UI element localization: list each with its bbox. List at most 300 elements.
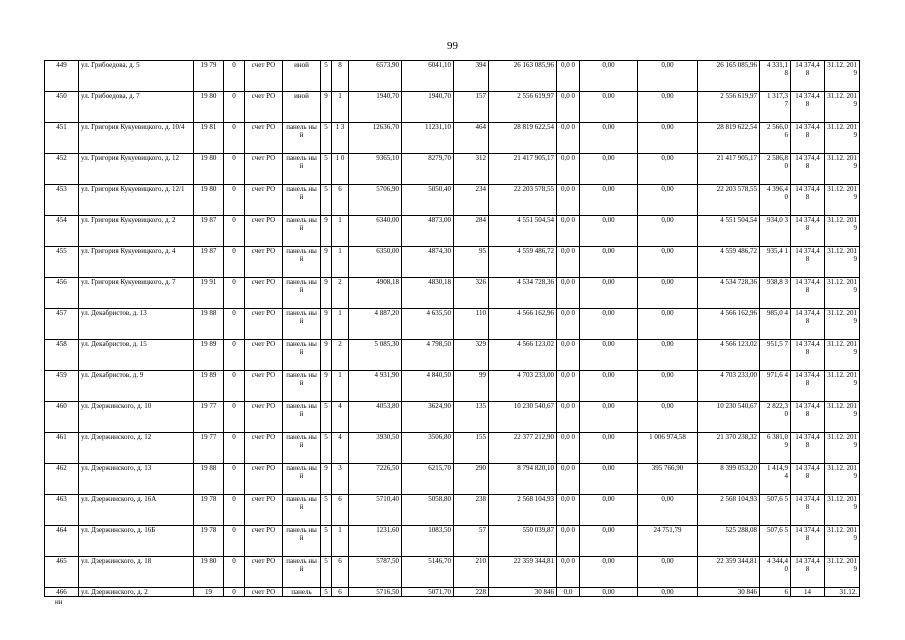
cell-fund-method: счет РО <box>245 216 283 247</box>
cell-cost-col-2: 0,00 <box>580 340 638 371</box>
cell-address: ул. Дзержинского, д. 12 <box>79 433 194 464</box>
cell-cost-col-1: 0,0 0 <box>557 278 580 309</box>
cell-address: ул. Дзержинского, д. 16Б <box>79 526 194 557</box>
cell-build-year: 19 78 <box>194 526 224 557</box>
cell-deadline-date: 31.12. 2019 <box>825 464 860 495</box>
cell-cost-col-2: 0,00 <box>580 588 638 597</box>
cell-cost-per-unit: 4 396,4 0 <box>760 185 791 216</box>
cell-cost-total: 4 534 728,36 <box>489 278 557 309</box>
cell-fund-method: счет РО <box>245 309 283 340</box>
cell-wall-type: панель ный <box>283 278 321 309</box>
cell-build-year: 19 80 <box>194 92 224 123</box>
cell-row-number: 459 <box>45 371 79 402</box>
cell-cost-total: 22 377 212,90 <box>489 433 557 464</box>
cell-zero-cell: 0 <box>224 588 245 597</box>
cell-address: ул. Дзержинского, д. 16А <box>79 495 194 526</box>
cell-living-area: 11231,10 <box>402 123 454 154</box>
cell-deadline-date: 31.12. 2019 <box>825 371 860 402</box>
cell-cost-col-4: 4 703 233,00 <box>698 371 760 402</box>
cell-cost-col-4: 30 846 <box>698 588 760 597</box>
cell-entrances: 4 <box>332 433 349 464</box>
cell-cost-limit: 14 374,4 8 <box>791 557 825 588</box>
cell-cost-per-unit: 2 586,8 0 <box>760 154 791 185</box>
cell-cost-col-1: 0,0 0 <box>557 123 580 154</box>
cell-floors: 5 <box>321 185 332 216</box>
cell-cost-per-unit: 971,6 4 <box>760 371 791 402</box>
cell-fund-method: счет РО <box>245 433 283 464</box>
cell-build-year: 19 91 <box>194 278 224 309</box>
cell-cost-col-3: 0,00 <box>638 61 698 92</box>
cell-cost-col-2: 0,00 <box>580 433 638 464</box>
cell-address: ул. Григория Кукуевицкого, д. 10/4 <box>79 123 194 154</box>
cell-build-year: 19 77 <box>194 433 224 464</box>
cell-build-year: 19 80 <box>194 557 224 588</box>
cell-living-area: 5146,70 <box>402 557 454 588</box>
cell-cost-total: 550 039,87 <box>489 526 557 557</box>
cell-wall-type: панель ный <box>283 123 321 154</box>
table-row <box>45 588 860 597</box>
cell-cost-per-unit: 951,5 7 <box>760 340 791 371</box>
cell-entrances: 1 <box>332 247 349 278</box>
cell-zero-cell: 0 <box>224 216 245 247</box>
cell-residents: 238 <box>454 495 489 526</box>
cell-cost-limit: 14 374,4 8 <box>791 216 825 247</box>
cell-entrances: 3 <box>332 464 349 495</box>
cell-living-area: 6215,70 <box>402 464 454 495</box>
cell-cost-col-1: 0,0 0 <box>557 495 580 526</box>
cell-residents: 157 <box>454 92 489 123</box>
cell-cost-col-2: 0,00 <box>580 185 638 216</box>
cell-zero-cell: 0 <box>224 61 245 92</box>
cell-entrances: 1 <box>332 309 349 340</box>
cell-living-area: 6041,10 <box>402 61 454 92</box>
cell-cost-total: 4 566 162,96 <box>489 309 557 340</box>
cell-total-area: 4908,18 <box>349 278 402 309</box>
cell-build-year: 19 88 <box>194 464 224 495</box>
cell-address: ул. Дзержинского, д. 2 <box>79 588 194 597</box>
cell-wall-type: панель ный <box>283 464 321 495</box>
cell-living-area: 4 840,50 <box>402 371 454 402</box>
cell-living-area: 1083,50 <box>402 526 454 557</box>
table-row <box>45 464 860 495</box>
cell-cost-col-3: 0,00 <box>638 557 698 588</box>
cell-cost-per-unit: 4 344,4 0 <box>760 557 791 588</box>
cell-fund-method: счет РО <box>245 402 283 433</box>
cell-row-number: 456 <box>45 278 79 309</box>
cell-floors: 5 <box>321 154 332 185</box>
cell-cost-col-3: 0,00 <box>638 402 698 433</box>
table-row <box>45 340 860 371</box>
cell-cost-col-2: 0,00 <box>580 154 638 185</box>
cell-wall-type: панель ный <box>283 495 321 526</box>
cell-total-area: 5787,50 <box>349 557 402 588</box>
cell-floors: 5 <box>321 526 332 557</box>
cell-cost-per-unit: 507,6 5 <box>760 526 791 557</box>
cell-cost-limit: 14 374,4 8 <box>791 247 825 278</box>
cell-cost-per-unit: 2 566,0 6 <box>760 123 791 154</box>
cell-cost-col-2: 0,00 <box>580 278 638 309</box>
cell-fund-method: счет РО <box>245 464 283 495</box>
cell-residents: 210 <box>454 557 489 588</box>
cell-residents: 394 <box>454 61 489 92</box>
cell-zero-cell: 0 <box>224 526 245 557</box>
cell-fund-method: счет РО <box>245 588 283 597</box>
cell-cost-col-2: 0,00 <box>580 92 638 123</box>
table-row <box>45 495 860 526</box>
cell-row-number: 455 <box>45 247 79 278</box>
cell-deadline-date: 31.12. 2019 <box>825 185 860 216</box>
cell-cost-total: 2 556 619,97 <box>489 92 557 123</box>
cell-floors: 5 <box>321 588 332 597</box>
cell-build-year: 19 78 <box>194 495 224 526</box>
cell-entrances: 4 <box>332 402 349 433</box>
cell-deadline-date: 31.12. 2019 <box>825 402 860 433</box>
footer-mark: нн <box>55 598 63 606</box>
cell-zero-cell: 0 <box>224 433 245 464</box>
cell-cost-col-4: 22 359 344,81 <box>698 557 760 588</box>
cell-floors: 9 <box>321 247 332 278</box>
cell-entrances: 1 0 <box>332 154 349 185</box>
cell-fund-method: счет РО <box>245 278 283 309</box>
cell-total-area: 4 931,90 <box>349 371 402 402</box>
cell-zero-cell: 0 <box>224 185 245 216</box>
cell-deadline-date: 31.12. 2019 <box>825 154 860 185</box>
cell-entrances: 6 <box>332 557 349 588</box>
cell-cost-limit: 14 374,4 8 <box>791 278 825 309</box>
cell-deadline-date: 31.12. 2019 <box>825 309 860 340</box>
cell-address: ул. Григория Кукуевицкого, д. 4 <box>79 247 194 278</box>
cell-entrances: 1 <box>332 371 349 402</box>
cell-cost-limit: 14 374,4 8 <box>791 123 825 154</box>
table-row <box>45 371 860 402</box>
cell-entrances: 2 <box>332 340 349 371</box>
cell-deadline-date: 31.12. 2019 <box>825 247 860 278</box>
cell-living-area: 8279,70 <box>402 154 454 185</box>
cell-fund-method: счет РО <box>245 61 283 92</box>
cell-cost-col-2: 0,00 <box>580 402 638 433</box>
cell-row-number: 464 <box>45 526 79 557</box>
cell-row-number: 462 <box>45 464 79 495</box>
cell-cost-per-unit: 934,0 3 <box>760 216 791 247</box>
cell-wall-type: панель ный <box>283 340 321 371</box>
cell-floors: 5 <box>321 402 332 433</box>
cell-cost-col-3: 0,00 <box>638 371 698 402</box>
cell-floors: 9 <box>321 216 332 247</box>
cell-cost-col-3: 0,00 <box>638 154 698 185</box>
cell-cost-total: 4 559 486,72 <box>489 247 557 278</box>
cell-cost-col-1: 0,0 0 <box>557 92 580 123</box>
cell-cost-limit: 14 374,4 8 <box>791 495 825 526</box>
cell-cost-col-4: 4 551 504,54 <box>698 216 760 247</box>
cell-living-area: 3624,90 <box>402 402 454 433</box>
cell-living-area: 4830,18 <box>402 278 454 309</box>
cell-cost-col-1: 0,0 0 <box>557 216 580 247</box>
cell-residents: 234 <box>454 185 489 216</box>
cell-cost-col-4: 525 288,08 <box>698 526 760 557</box>
cell-cost-col-3: 395 766,90 <box>638 464 698 495</box>
cell-total-area: 5 085,30 <box>349 340 402 371</box>
cell-deadline-date: 31.12. 2019 <box>825 216 860 247</box>
cell-cost-limit: 14 374,4 8 <box>791 185 825 216</box>
cell-cost-col-3: 0,00 <box>638 185 698 216</box>
cell-entrances: 6 <box>332 495 349 526</box>
cell-residents: 155 <box>454 433 489 464</box>
table-row <box>45 402 860 433</box>
table-row <box>45 557 860 588</box>
cell-cost-col-1: 0,0 0 <box>557 61 580 92</box>
cell-total-area: 4 887,20 <box>349 309 402 340</box>
cell-residents: 135 <box>454 402 489 433</box>
cell-cost-col-4: 28 819 622,54 <box>698 123 760 154</box>
cell-living-area: 4874,30 <box>402 247 454 278</box>
cell-build-year: 19 89 <box>194 371 224 402</box>
cell-wall-type: панель ный <box>283 526 321 557</box>
cell-total-area: 6350,00 <box>349 247 402 278</box>
cell-living-area: 1940,70 <box>402 92 454 123</box>
cell-floors: 9 <box>321 309 332 340</box>
cell-cost-limit: 14 <box>791 588 825 597</box>
cell-cost-col-2: 0,00 <box>580 216 638 247</box>
cell-total-area: 7226,50 <box>349 464 402 495</box>
cell-cost-col-1: 0,0 0 <box>557 154 580 185</box>
cell-cost-total: 2 568 104,93 <box>489 495 557 526</box>
cell-zero-cell: 0 <box>224 371 245 402</box>
cell-row-number: 466 <box>45 588 79 597</box>
cell-total-area: 6340,00 <box>349 216 402 247</box>
cell-zero-cell: 0 <box>224 340 245 371</box>
cell-cost-limit: 14 374,4 8 <box>791 433 825 464</box>
cell-row-number: 453 <box>45 185 79 216</box>
cell-residents: 99 <box>454 371 489 402</box>
table-row <box>45 154 860 185</box>
table-row <box>45 278 860 309</box>
cell-cost-col-3: 0,00 <box>638 340 698 371</box>
cell-deadline-date: 31.12. 2019 <box>825 92 860 123</box>
cell-cost-per-unit: 2 822,3 0 <box>760 402 791 433</box>
cell-fund-method: счет РО <box>245 123 283 154</box>
cell-address: ул. Декабристов, д. 9 <box>79 371 194 402</box>
table-row <box>45 216 860 247</box>
cell-floors: 5 <box>321 495 332 526</box>
cell-cost-total: 4 703 233,00 <box>489 371 557 402</box>
cell-zero-cell: 0 <box>224 464 245 495</box>
cell-residents: 284 <box>454 216 489 247</box>
cell-cost-total: 26 163 085,96 <box>489 61 557 92</box>
cell-build-year: 19 80 <box>194 154 224 185</box>
cell-cost-col-4: 4 559 486,72 <box>698 247 760 278</box>
table-row <box>45 309 860 340</box>
cell-cost-per-unit: 935,4 1 <box>760 247 791 278</box>
cell-cost-col-3: 0,00 <box>638 92 698 123</box>
cell-living-area: 4873,00 <box>402 216 454 247</box>
cell-zero-cell: 0 <box>224 154 245 185</box>
cell-row-number: 460 <box>45 402 79 433</box>
cell-total-area: 1940,70 <box>349 92 402 123</box>
cell-cost-col-1: 0,0 0 <box>557 371 580 402</box>
cell-cost-col-4: 2 568 104,93 <box>698 495 760 526</box>
cell-cost-col-4: 4 566 123,02 <box>698 340 760 371</box>
cell-fund-method: счет РО <box>245 185 283 216</box>
cell-fund-method: счет РО <box>245 154 283 185</box>
cell-cost-per-unit: 4 331,1 8 <box>760 61 791 92</box>
table-row <box>45 92 860 123</box>
cell-deadline-date: 31.12. 2019 <box>825 61 860 92</box>
cell-cost-col-4: 10 230 540,67 <box>698 402 760 433</box>
cell-cost-per-unit: 6 381,0 9 <box>760 433 791 464</box>
cell-cost-col-1: 0,0 0 <box>557 309 580 340</box>
cell-total-area: 12636,70 <box>349 123 402 154</box>
cell-cost-limit: 14 374,4 8 <box>791 154 825 185</box>
cell-address: ул. Григория Кукуевицкого, д. 12 <box>79 154 194 185</box>
cell-deadline-date: 31.12. 2019 <box>825 557 860 588</box>
cell-address: ул. Григория Кукуевицкого, д. 7 <box>79 278 194 309</box>
cell-cost-col-1: 0,0 <box>557 588 580 597</box>
cell-row-number: 454 <box>45 216 79 247</box>
cell-cost-per-unit: 1 317,3 7 <box>760 92 791 123</box>
cell-row-number: 452 <box>45 154 79 185</box>
cell-cost-per-unit: 938,8 3 <box>760 278 791 309</box>
cell-cost-col-2: 0,00 <box>580 557 638 588</box>
page-number: 99 <box>447 40 458 52</box>
cell-floors: 9 <box>321 464 332 495</box>
cell-cost-col-1: 0,0 0 <box>557 247 580 278</box>
table-row <box>45 433 860 464</box>
cell-zero-cell: 0 <box>224 402 245 433</box>
cell-cost-col-4: 21 417 905,17 <box>698 154 760 185</box>
cell-floors: 9 <box>321 278 332 309</box>
cell-cost-col-4: 26 165 085,96 <box>698 61 760 92</box>
cell-residents: 290 <box>454 464 489 495</box>
cell-build-year: 19 87 <box>194 216 224 247</box>
cell-residents: 326 <box>454 278 489 309</box>
cell-row-number: 465 <box>45 557 79 588</box>
cell-address: ул. Дзержинского, д. 10 <box>79 402 194 433</box>
cell-floors: 5 <box>321 433 332 464</box>
cell-fund-method: счет РО <box>245 371 283 402</box>
cell-row-number: 450 <box>45 92 79 123</box>
cell-cost-total: 4 551 504,54 <box>489 216 557 247</box>
cell-total-area: 1231,60 <box>349 526 402 557</box>
cell-wall-type: иной <box>283 92 321 123</box>
cell-entrances: 1 <box>332 526 349 557</box>
cell-build-year: 19 <box>194 588 224 597</box>
cell-build-year: 19 89 <box>194 340 224 371</box>
register-table-body <box>45 61 860 597</box>
cell-cost-col-3: 0,00 <box>638 123 698 154</box>
table-row <box>45 61 860 92</box>
cell-cost-col-3: 0,00 <box>638 588 698 597</box>
cell-cost-col-3: 0,00 <box>638 216 698 247</box>
cell-cost-col-1: 0,0 0 <box>557 402 580 433</box>
cell-cost-col-3: 24 751,79 <box>638 526 698 557</box>
cell-living-area: 3506,80 <box>402 433 454 464</box>
cell-living-area: 4 798,50 <box>402 340 454 371</box>
cell-total-area: 5706,90 <box>349 185 402 216</box>
cell-residents: 57 <box>454 526 489 557</box>
cell-total-area: 4053,80 <box>349 402 402 433</box>
cell-residents: 329 <box>454 340 489 371</box>
cell-cost-total: 22 203 578,55 <box>489 185 557 216</box>
cell-wall-type: панель ный <box>283 154 321 185</box>
cell-cost-limit: 14 374,4 8 <box>791 309 825 340</box>
cell-entrances: 1 3 <box>332 123 349 154</box>
cell-residents: 95 <box>454 247 489 278</box>
cell-wall-type: панель <box>283 588 321 597</box>
cell-cost-col-2: 0,00 <box>580 123 638 154</box>
cell-cost-total: 30 846 <box>489 588 557 597</box>
cell-row-number: 458 <box>45 340 79 371</box>
cell-cost-col-4: 21 370 238,32 <box>698 433 760 464</box>
cell-row-number: 461 <box>45 433 79 464</box>
cell-fund-method: счет РО <box>245 495 283 526</box>
cell-cost-col-2: 0,00 <box>580 371 638 402</box>
cell-floors: 9 <box>321 92 332 123</box>
cell-zero-cell: 0 <box>224 247 245 278</box>
cell-build-year: 19 87 <box>194 247 224 278</box>
cell-wall-type: панель ный <box>283 247 321 278</box>
cell-wall-type: иной <box>283 61 321 92</box>
cell-zero-cell: 0 <box>224 495 245 526</box>
cell-entrances: 6 <box>332 185 349 216</box>
cell-deadline-date: 31.12. 2019 <box>825 123 860 154</box>
cell-residents: 464 <box>454 123 489 154</box>
cell-build-year: 19 77 <box>194 402 224 433</box>
cell-cost-per-unit: 507,6 5 <box>760 495 791 526</box>
cell-cost-col-1: 0,0 0 <box>557 340 580 371</box>
cell-cost-limit: 14 374,4 8 <box>791 340 825 371</box>
cell-cost-limit: 14 374,4 8 <box>791 371 825 402</box>
cell-row-number: 463 <box>45 495 79 526</box>
cell-wall-type: панель ный <box>283 371 321 402</box>
cell-entrances: 8 <box>332 61 349 92</box>
cell-wall-type: панель ный <box>283 557 321 588</box>
cell-cost-col-4: 4 534 728,36 <box>698 278 760 309</box>
cell-cost-col-4: 2 556 619,97 <box>698 92 760 123</box>
cell-cost-total: 28 819 622,54 <box>489 123 557 154</box>
cell-fund-method: счет РО <box>245 557 283 588</box>
cell-cost-col-3: 0,00 <box>638 495 698 526</box>
cell-cost-limit: 14 374,4 8 <box>791 92 825 123</box>
cell-cost-limit: 14 374,4 8 <box>791 61 825 92</box>
cell-cost-col-2: 0,00 <box>580 309 638 340</box>
cell-living-area: 5071,70 <box>402 588 454 597</box>
cell-zero-cell: 0 <box>224 123 245 154</box>
cell-zero-cell: 0 <box>224 92 245 123</box>
cell-wall-type: панель ный <box>283 309 321 340</box>
cell-fund-method: счет РО <box>245 526 283 557</box>
cell-cost-col-4: 8 399 053,20 <box>698 464 760 495</box>
cell-cost-col-1: 0,0 0 <box>557 557 580 588</box>
cell-living-area: 5058,80 <box>402 495 454 526</box>
cell-cost-col-1: 0,0 0 <box>557 185 580 216</box>
cell-cost-limit: 14 374,4 8 <box>791 526 825 557</box>
cell-build-year: 19 79 <box>194 61 224 92</box>
cell-address: ул. Грибоедова, д. 7 <box>79 92 194 123</box>
cell-entrances: 6 <box>332 588 349 597</box>
cell-entrances: 1 <box>332 92 349 123</box>
cell-total-area: 9365,10 <box>349 154 402 185</box>
cell-zero-cell: 0 <box>224 309 245 340</box>
cell-deadline-date: 31.12. <box>825 588 860 597</box>
cell-cost-col-2: 0,00 <box>580 495 638 526</box>
table-row <box>45 247 860 278</box>
cell-wall-type: панель ный <box>283 216 321 247</box>
cell-residents: 312 <box>454 154 489 185</box>
cell-total-area: 3930,50 <box>349 433 402 464</box>
cell-floors: 5 <box>321 123 332 154</box>
cell-wall-type: панель ный <box>283 402 321 433</box>
register-table <box>44 60 860 597</box>
